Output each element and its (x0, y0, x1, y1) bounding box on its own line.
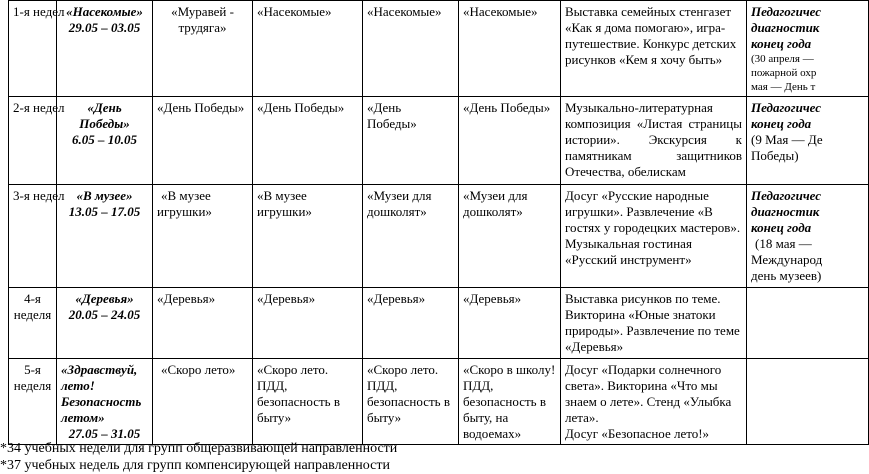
theme-cell (57, 97, 153, 185)
senior-group-topic: «Скоро лето. ПДД, безопасность в быту» (363, 359, 459, 445)
table-row (9, 97, 869, 185)
theme-dates: 13.05 – 17.05 (68, 204, 141, 219)
pedagogical-diagnostics (747, 185, 869, 288)
senior-group-topic: «Музеи для дошколят» (363, 185, 459, 288)
holiday-note: мая — День т (751, 81, 816, 93)
footnotes (0, 440, 397, 474)
diagnostics-line: Педагогичес (751, 100, 822, 115)
footnote-general-groups: *34 учебных недели для групп общеразвивающей направленности (0, 441, 398, 456)
table-row (9, 288, 869, 359)
holiday-note: (30 апреля — (751, 53, 814, 65)
middle-group-topic: «День Победы» (253, 97, 363, 185)
final-events: Выставка рисунков по теме. Викторина «Юные знатоки природы». Развлечение по теме «Деревья» (561, 288, 747, 359)
junior-group-topic: «Скоро лето» (153, 359, 253, 445)
senior-group-topic: «День Победы» (363, 97, 459, 185)
prep-group-topic: «Деревья» (459, 288, 561, 359)
theme-title: «В музее» (76, 188, 133, 203)
prep-group-topic: «Музеи для дошколят» (459, 185, 561, 288)
table-row (9, 359, 869, 445)
table-row (9, 1, 869, 97)
middle-group-topic: «В музее игрушки» (253, 185, 363, 288)
theme-dates: 6.05 – 10.05 (72, 132, 137, 147)
theme-title: «Насекомые» (66, 4, 143, 19)
events-text: Досуг «Подарки солнечного света». Викторина «Что мы знаем о лете». Стенд «Улыбка лета». (565, 362, 732, 425)
diagnostics-line: диагностик (751, 204, 820, 219)
holiday-note: день музеев) (751, 268, 822, 283)
theme-title: «День Победы» (79, 100, 130, 131)
pedagogical-diagnostics (747, 288, 869, 359)
theme-title: «Деревья» (75, 291, 134, 306)
calendar-plan-table (8, 0, 869, 445)
diagnostics-line: диагностик (751, 20, 820, 35)
prep-group-topic: «Насекомые» (459, 1, 561, 97)
final-events (561, 359, 747, 445)
pedagogical-diagnostics (747, 359, 869, 445)
theme-dates: 29.05 – 03.05 (68, 20, 141, 35)
final-events: Музыкально-литературная композиция «Листая страницы истории». Экскурсия к памятникам защитников Отечества, обелискам (561, 97, 747, 185)
junior-group-topic: «День Победы» (153, 97, 253, 185)
week-label: 1-я недел (9, 1, 57, 97)
week-label: 5-я неделя (9, 359, 57, 445)
diagnostics-line: конец года (751, 220, 812, 235)
table-row (9, 185, 869, 288)
holiday-note: (18 мая — (755, 236, 812, 251)
events-text: Досуг «Безопасное лето!» (565, 426, 710, 441)
week-label: 2-я недел (9, 97, 57, 185)
diagnostics-line: конец года (751, 116, 812, 131)
final-events: Выставка семейных стенгазет «Как я дома помогаю», игра-путешествие. Конкурс детских рисунков «Кем я хочу быть» (561, 1, 747, 97)
week-label: 4-я неделя (9, 288, 57, 359)
senior-group-topic: «Деревья» (363, 288, 459, 359)
theme-title: «Здравствуй, лето! Безопасность летом» (61, 362, 142, 425)
pedagogical-diagnostics (747, 1, 869, 97)
junior-group-topic: «Муравей - трудяга» (153, 1, 253, 97)
final-events: Досуг «Русские народные игрушки». Развлечение «В гостях у городецких мастеров». Музыкальная гостиная «Русский инструмент» (561, 185, 747, 288)
diagnostics-line: Педагогичес (751, 4, 822, 19)
junior-group-topic: «Деревья» (153, 288, 253, 359)
middle-group-topic: «Скоро лето. ПДД, безопасность в быту» (253, 359, 363, 445)
theme-cell (57, 185, 153, 288)
holiday-note: Международ (751, 252, 823, 267)
diagnostics-line: конец года (751, 36, 812, 51)
week-label: 3-я недел (9, 185, 57, 288)
theme-cell (57, 1, 153, 97)
middle-group-topic: «Деревья» (253, 288, 363, 359)
theme-cell (57, 359, 153, 445)
holiday-note: (9 Мая — Де (751, 132, 823, 147)
prep-group-topic: «День Победы» (459, 97, 561, 185)
theme-dates: 27.05 – 31.05 (68, 426, 141, 441)
junior-group-topic: «В музее игрушки» (153, 185, 253, 288)
prep-group-topic: «Скоро в школу! ПДД, безопасность в быту, на водоемах» (459, 359, 561, 445)
holiday-note: Победы) (751, 148, 799, 163)
footnote-compensatory-groups: *37 учебных недель для групп компенсирующей направленности (0, 458, 390, 473)
theme-dates: 20.05 – 24.05 (68, 307, 141, 322)
theme-cell (57, 288, 153, 359)
diagnostics-line: Педагогичес (751, 188, 822, 203)
pedagogical-diagnostics (747, 97, 869, 185)
middle-group-topic: «Насекомые» (253, 1, 363, 97)
senior-group-topic: «Насекомые» (363, 1, 459, 97)
holiday-note: пожарной охр (751, 67, 817, 79)
